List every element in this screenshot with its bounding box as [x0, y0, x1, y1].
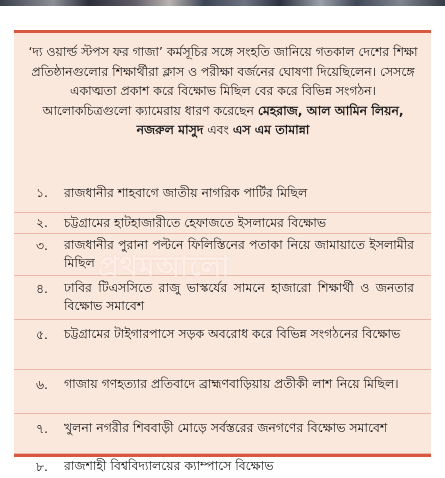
item-text: ঢাবির টিএসসিতে রাজু ভাস্কর্যের সামনে হাজারো শিক্ষার্থী ও জনতার বিক্ষোভ সমাবেশ	[64, 280, 414, 313]
list-item	[14, 234, 431, 276]
item-number: ১.	[36, 185, 48, 200]
list-item	[14, 276, 431, 320]
photographer-names: মেহরাজ, আল আমিন লিয়ন, নজরুল মাসুদ	[136, 102, 404, 137]
item-number: ৭.	[36, 421, 48, 436]
last-photographer-name: এস এম তামান্না	[232, 122, 310, 137]
intro-paragraph	[26, 42, 420, 140]
intro-connector: এবং	[203, 122, 233, 137]
item-text: খুলনা নগরীর শিববাড়ী মোড়ে সর্বস্তরের জনগণের বিক্ষোভ সমাবেশ	[64, 420, 388, 435]
item-number: ৪.	[36, 281, 48, 296]
item-number: ২.	[36, 215, 48, 230]
watermark-logo: প্রথমআলো	[98, 250, 231, 283]
strip-gap	[0, 6, 445, 26]
item-number: ৩.	[36, 238, 48, 253]
list-item	[14, 414, 431, 454]
item-text: রাজশাহী বিশ্ববিদ্যালয়ের ক্যাম্পাসে বিক্ষোভ	[64, 458, 274, 473]
list-item	[14, 213, 431, 234]
item-number: ৬.	[36, 377, 48, 392]
item-text: চট্টগ্রামের হাটহাজারীতে হেফাজতে ইসলামের বিক্ষোভ	[64, 215, 327, 230]
caption-card	[14, 30, 431, 474]
list-item	[14, 320, 431, 370]
list-item	[14, 370, 431, 414]
item-number: ৮.	[36, 459, 48, 474]
item-text: রাজধানীর শাহবাগে জাতীয় নাগরিক পার্টির মিছিল	[64, 185, 308, 200]
item-text: রাজধানীর পুরানা পল্টনে ফিলিস্তিনের পতাকা নিয়ে জামায়াতে ইসলামীর মিছিল	[64, 237, 414, 270]
list-item	[14, 454, 431, 478]
item-number: ৫.	[36, 327, 48, 342]
item-text: চট্টগ্রামের টাইগারপাসে সড়ক অবরোধ করে বিভিন্ন সংগঠনের বিক্ষোভ	[64, 326, 401, 341]
list-item	[14, 183, 431, 213]
intro-text: ‘দ্য ওয়ার্ল্ড স্টপস ফর গাজা’ কর্মসূচির সঙ্গে সংহতি জানিয়ে গতকাল দেশের শিক্ষা প্রতিষ্ঠানগুলোর শিক্ষার্থীরা ক্লাস ও পরীক্ষা বর্জনের ঘোষণা দিয়েছিলেন। সেসঙ্গে একাত্মতা প্রকাশ করে বিক্ষোভ মিছিল বের করে বিভিন্ন সংগঠন। আলোকচিত্রগুলো ক্যামেরায় ধারণ করেছেন	[28, 44, 418, 118]
item-text: গাজায় গণহত্যার প্রতিবাদে ব্রাহ্মণবাড়িয়ায় প্রতীকী লাশ নিয়ে মিছিল।	[64, 376, 399, 391]
